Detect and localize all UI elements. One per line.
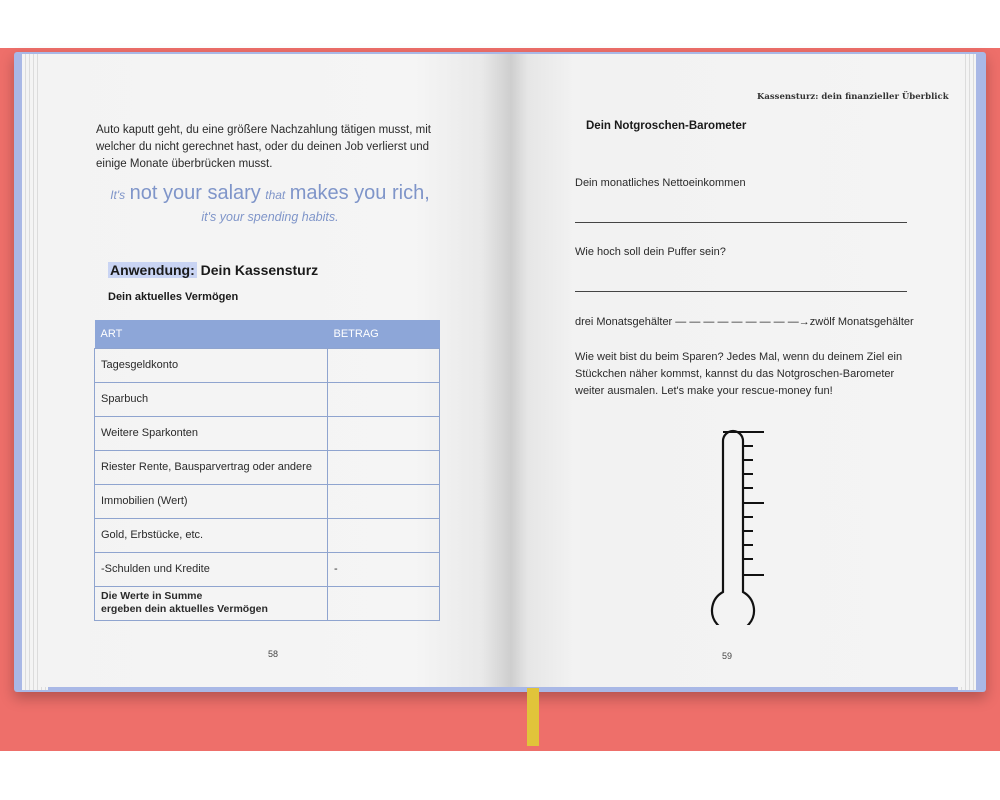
table-row [95, 382, 440, 416]
cell-sum-label [95, 586, 328, 620]
scale-left-label: drei Monatsgehälter [575, 316, 673, 328]
barometer-heading: Dein Notgroschen-Barometer [586, 120, 747, 132]
cell-betrag [328, 518, 440, 552]
cell-art: Riester Rente, Bausparvertrag oder andere [95, 450, 328, 484]
running-head: Kassensturz: dein finanzieller Überblick [757, 92, 949, 102]
cell-betrag: - [328, 552, 440, 586]
cell-art: Sparbuch [95, 382, 328, 416]
thermometer-icon [700, 425, 780, 625]
cell-art: Tagesgeldkonto [95, 348, 328, 382]
table-row [95, 450, 440, 484]
barometer-paragraph: Wie weit bist du beim Sparen? Jedes Mal, wenn du deinem Ziel ein Stückchen näher kommst, kannst du das Notgroschen-Barometer weiter ausmalen. Let's make your rescue-money fun! [575, 351, 903, 397]
section-heading-prefix: Anwendung: [110, 262, 195, 278]
sum-line-1: Die Werte in Summe [101, 590, 203, 602]
cell-betrag [328, 348, 440, 382]
table-header-row [95, 320, 440, 348]
section-heading [108, 262, 318, 278]
income-write-line [575, 222, 907, 223]
table-sum-row [95, 586, 440, 620]
quote-line-1 [70, 182, 470, 205]
buffer-write-line [575, 291, 907, 292]
page-number-left: 58 [268, 649, 279, 659]
column-header-betrag: BETRAG [328, 320, 440, 348]
quote-word: that [265, 188, 286, 202]
scale-right-label: zwölf Monatsgehälter [809, 316, 914, 328]
quote-word: not your salary [129, 182, 261, 204]
cell-betrag [328, 450, 440, 484]
cell-betrag [328, 382, 440, 416]
cell-art: Gold, Erbstücke, etc. [95, 518, 328, 552]
table-row [95, 484, 440, 518]
scale-arrow: — — — — — — — — —→ [672, 316, 810, 328]
table-row [95, 416, 440, 450]
sum-line-2: ergeben dein aktuelles Vermögen [101, 603, 268, 615]
table-subheading: Dein aktuelles Vermögen [108, 291, 239, 303]
table-row [95, 518, 440, 552]
quote-word: makes you rich, [289, 182, 430, 204]
ribbon-bookmark [527, 688, 539, 746]
bottom-margin [0, 751, 1000, 800]
buffer-scale [575, 316, 914, 328]
quote-word: It's [110, 188, 126, 202]
assets-table [94, 320, 440, 621]
cell-art: Immobilien (Wert) [95, 484, 328, 518]
cell-art: -Schulden und Kredite [95, 552, 328, 586]
cell-betrag [328, 416, 440, 450]
column-header-art: ART [95, 320, 328, 348]
cell-art: Weitere Sparkonten [95, 416, 328, 450]
section-heading-title: Dein Kassensturz [196, 262, 319, 278]
quote-line-2: it's your spending habits. [201, 210, 339, 224]
cell-sum-value [328, 586, 440, 620]
buffer-label: Wie hoch soll dein Puffer sein? [575, 246, 726, 258]
table-row [95, 348, 440, 382]
intro-paragraph: Auto kaputt geht, du eine größere Nachzahlung tätigen musst, mit welcher du nicht gerechnet hast, oder du deinen Job verlierst und einige Monate überbrücken musst. [96, 124, 431, 170]
cell-betrag [328, 484, 440, 518]
income-label: Dein monatliches Nettoeinkommen [575, 177, 746, 189]
page-number-right: 59 [722, 651, 733, 661]
table-row [95, 552, 440, 586]
